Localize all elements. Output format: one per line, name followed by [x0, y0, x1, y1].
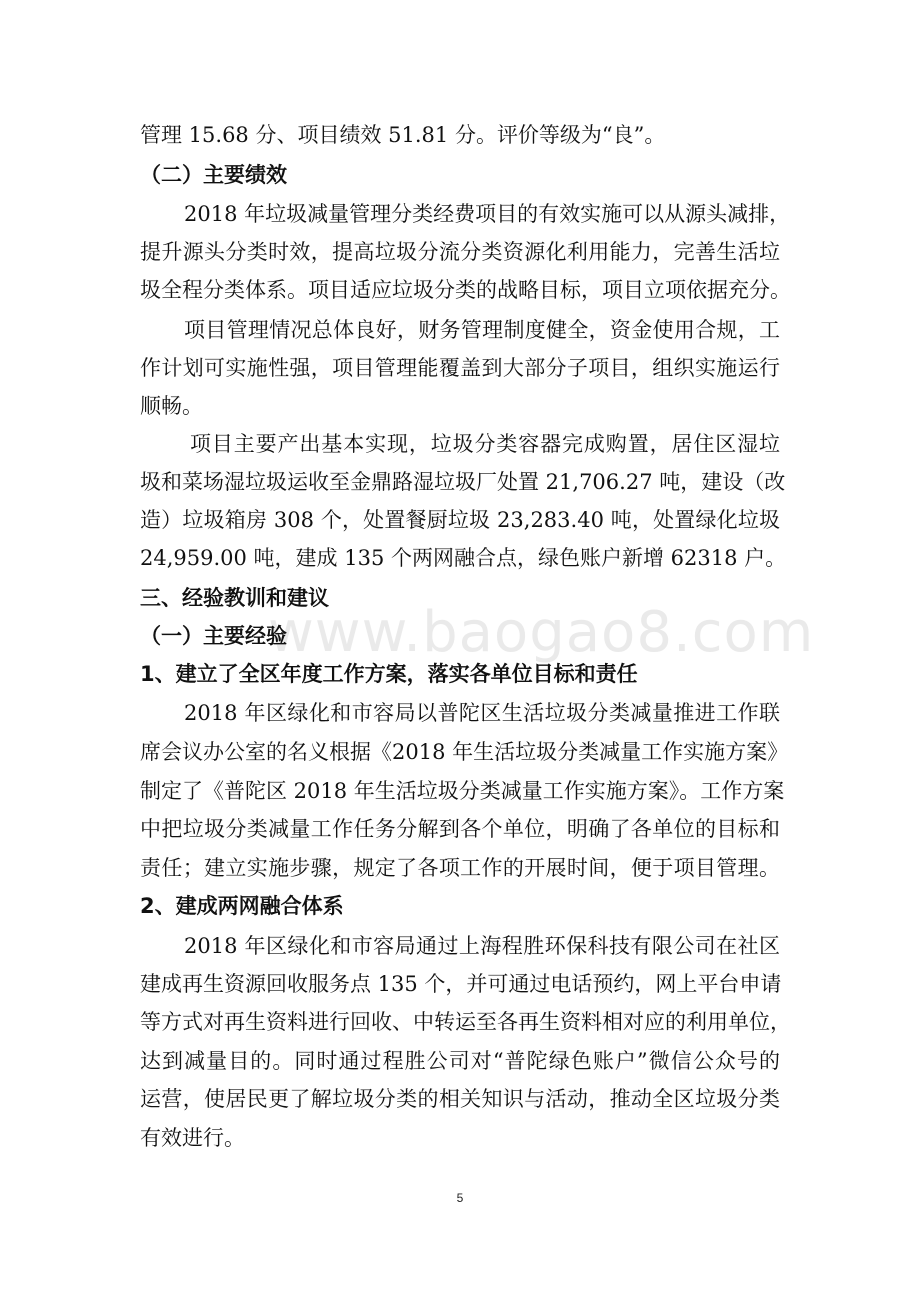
text-line: 有效进行。 [140, 1126, 245, 1150]
text-line: 项目主要产出基本实现，垃圾分类容器完成购置，居住区湿垃 [190, 432, 780, 456]
text-line: 建成再生资源回收服务点 135 个，并可通过电话预约，网上平台申请 [140, 972, 782, 996]
page-number: 5 [456, 1191, 464, 1205]
text-line: 作计划可实施性强，项目管理能覆盖到大部分子项目，组织实施运行 [140, 356, 780, 380]
section-heading-lessons: 三、经验教训和建议 [140, 586, 329, 610]
text-line: 席会议办公室的名义根据《2018 年生活垃圾分类减量工作实施方案》 [140, 740, 789, 764]
text-line: 圾和菜场湿垃圾运收至金鼎路湿垃圾厂处置 21,706.27 吨，建设（改 [140, 470, 786, 494]
section-heading-main-performance: （二）主要绩效 [140, 163, 287, 187]
text-line: 制定了《普陀区 2018 年生活垃圾分类减量工作实施方案》。工作方案 [140, 779, 785, 803]
text-line: 达到减量目的。同时通过程胜公司对“普陀绿色账户”微信公众号的 [140, 1049, 780, 1073]
text-line: 等方式对再生资料进行回收、中转运至各再生资料相对应的利用单位， [140, 1010, 791, 1034]
text-line: 中把垃圾分类减量工作任务分解到各个单位，明确了各单位的目标和 [140, 817, 780, 841]
text-line: 24,959.00 吨，建成 135 个两网融合点，绿色账户新增 62318 户。 [140, 546, 787, 570]
text-line: 圾全程分类体系。项目适应垃圾分类的战略目标，项目立项依据充分。 [140, 278, 791, 302]
text-line: 提升源头分类时效，提高垃圾分流分类资源化利用能力，完善生活垃 [140, 240, 780, 264]
watermark: www.baogao8.com [268, 600, 815, 665]
subsection-heading-two-networks: 2、建成两网融合体系 [140, 894, 344, 918]
section-heading-main-experience: （一）主要经验 [140, 624, 287, 648]
text-line: 2018 年垃圾减量管理分类经费项目的有效实施可以从源头减排， [184, 202, 791, 226]
text-line: 2018 年区绿化和市容局以普陀区生活垃圾分类减量推进工作联 [184, 701, 780, 725]
text-line: 造）垃圾箱房 308 个，处置餐厨垃圾 23,283.40 吨，处置绿化垃圾 [140, 508, 780, 532]
subsection-heading-work-plan: 1、建立了全区年度工作方案，落实各单位目标和责任 [140, 662, 638, 686]
text-line: 2018 年区绿化和市容局通过上海程胜环保科技有限公司在社区 [184, 934, 780, 958]
text-line: 责任；建立实施步骤，规定了各项工作的开展时间，便于项目管理。 [140, 856, 780, 880]
text-line: 运营，使居民更了解垃圾分类的相关知识与活动，推动全区垃圾分类 [140, 1087, 780, 1111]
text-line: 顺畅。 [140, 394, 203, 418]
text-line: 管理 15.68 分、项目绩效 51.81 分。评价等级为“良”。 [140, 123, 666, 147]
text-line: 项目管理情况总体良好，财务管理制度健全，资金使用合规，工 [184, 318, 780, 342]
